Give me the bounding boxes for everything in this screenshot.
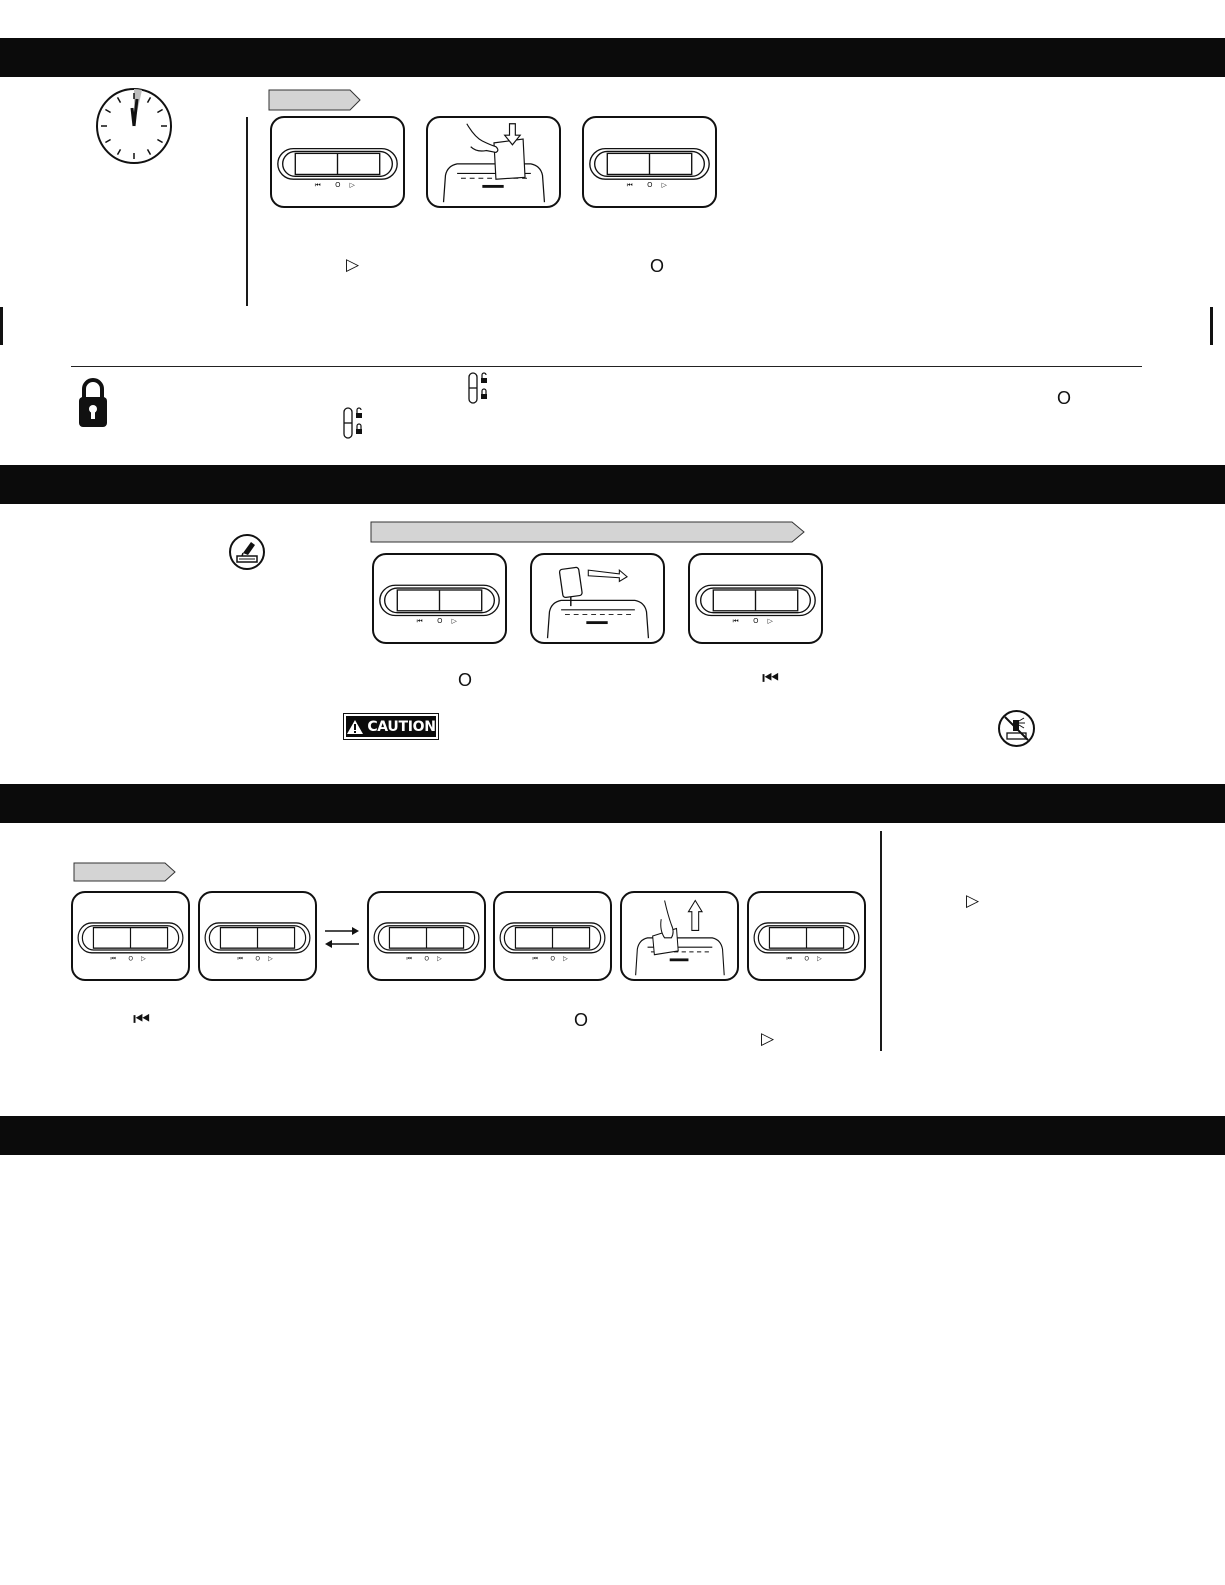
sequence-arrow-tag xyxy=(370,521,806,543)
switch-position-label: O xyxy=(424,955,430,963)
switch-position-label: O xyxy=(335,180,341,189)
section-band-2 xyxy=(0,465,1225,504)
auto-symbol: ▷ xyxy=(346,255,360,275)
switch-position-label: O xyxy=(647,180,653,189)
switch-position-label: ⏮ xyxy=(786,955,792,963)
switch-panel-illustration xyxy=(200,893,315,979)
lock-switch-icon xyxy=(342,407,366,439)
auto-symbol: ▷ xyxy=(966,891,980,911)
remove-paper-panel-illustration xyxy=(622,893,737,979)
switch-panel xyxy=(367,891,486,981)
switch-panel-illustration xyxy=(369,893,484,979)
switch-position-label: ▷ xyxy=(767,617,773,626)
reverse-symbol: ⏮ xyxy=(762,667,780,689)
switch-position-label: ⏮ xyxy=(416,617,423,626)
switch-position-label: ⏮ xyxy=(110,955,116,963)
section-divider xyxy=(880,831,882,1051)
switch-panel-illustration xyxy=(749,893,864,979)
switch-position-label: ⏮ xyxy=(237,955,243,963)
switch-position-label: ⏮ xyxy=(732,617,739,626)
edge-mark-left xyxy=(0,307,3,345)
no-aerosol-icon xyxy=(997,709,1036,748)
sequence-arrow-tag xyxy=(73,862,177,882)
clock-icon xyxy=(94,86,174,166)
caution-text: CAUTION xyxy=(367,718,436,735)
lock-switch-icon xyxy=(467,372,491,404)
off-symbol: O xyxy=(1057,388,1072,408)
auto-symbol: ▷ xyxy=(761,1029,775,1049)
switch-position-label: O xyxy=(753,617,759,626)
section-band-3 xyxy=(0,784,1225,823)
off-symbol: O xyxy=(574,1010,589,1030)
edge-mark-right xyxy=(1210,307,1213,345)
switch-panel-illustration xyxy=(690,555,821,642)
switch-position-label: ⏮ xyxy=(406,955,412,963)
lock-row-rule xyxy=(71,366,1142,367)
switch-panel xyxy=(747,891,866,981)
switch-position-label: ▷ xyxy=(349,180,355,189)
switch-position-label: O xyxy=(255,955,261,963)
switch-panel xyxy=(198,891,317,981)
switch-position-label: O xyxy=(128,955,134,963)
oiling-panel xyxy=(530,553,665,644)
switch-panel-illustration xyxy=(584,118,715,206)
section-divider xyxy=(246,117,248,306)
switch-panel-illustration xyxy=(272,118,403,206)
switch-position-label: ⏮ xyxy=(314,180,321,189)
reverse-symbol: ⏮ xyxy=(133,1008,151,1030)
switch-position-label: ⏮ xyxy=(532,955,538,963)
padlock-icon xyxy=(77,376,109,428)
switch-position-label: O xyxy=(550,955,556,963)
alternate-arrows-icon xyxy=(323,924,361,950)
switch-position-label: ▷ xyxy=(563,955,568,963)
switch-position-label: ▷ xyxy=(817,955,822,963)
switch-position-label: O xyxy=(804,955,810,963)
switch-position-label: ▷ xyxy=(451,617,457,626)
switch-panel xyxy=(582,116,717,208)
switch-position-label: ▷ xyxy=(268,955,273,963)
sequence-arrow-tag xyxy=(268,89,362,111)
switch-panel xyxy=(688,553,823,644)
remove-paper-panel xyxy=(620,891,739,981)
switch-panel-illustration xyxy=(495,893,610,979)
oiling-panel-illustration xyxy=(532,555,663,642)
switch-position-label: ⏮ xyxy=(626,180,633,189)
insert-paper-panel-illustration xyxy=(428,118,559,206)
section-band-1 xyxy=(0,38,1225,77)
switch-panel-illustration xyxy=(73,893,188,979)
insert-paper-panel xyxy=(426,116,561,208)
switch-position-label: ▷ xyxy=(437,955,442,963)
switch-position-label: ▷ xyxy=(141,955,146,963)
switch-panel xyxy=(71,891,190,981)
switch-position-label: ▷ xyxy=(661,180,667,189)
switch-panel xyxy=(372,553,507,644)
caution-label xyxy=(343,713,439,740)
oil-can-icon xyxy=(228,533,266,571)
switch-panel xyxy=(270,116,405,208)
switch-panel-illustration xyxy=(374,555,505,642)
off-symbol: O xyxy=(458,670,473,690)
off-symbol: O xyxy=(650,256,665,276)
section-band-4 xyxy=(0,1116,1225,1155)
warning-triangle-icon xyxy=(346,719,364,735)
switch-panel xyxy=(493,891,612,981)
switch-position-label: O xyxy=(437,617,443,626)
